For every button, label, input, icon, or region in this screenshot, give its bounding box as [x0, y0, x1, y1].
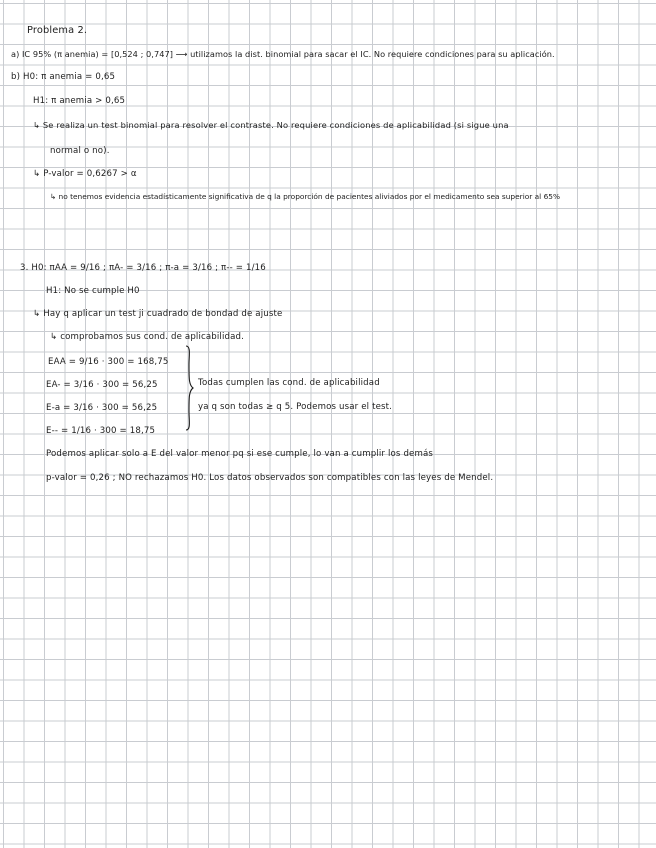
- brace-note-1: Todas cumplen las cond. de aplicabilidad: [198, 378, 380, 388]
- section-b-conclusion: ↳ no tenemos evidencia estadísticamente significativa de q la proporción de pacientes aliviados por el medicamento sea superior al 65%: [50, 192, 561, 201]
- brace-note-2: ya q son todas ≥ q 5. Podemos usar el test.: [198, 402, 393, 412]
- section-b-null-hypothesis: b) H0: π anemia = 0,65: [11, 72, 116, 82]
- section-b-alt-hypothesis: H1: π anemia > 0,65: [33, 96, 126, 106]
- section-3-alt-hypothesis: H1: No se cumple H0: [46, 286, 140, 296]
- section-3-null-hypothesis: 3. H0: πAA = 9/16 ; πA- = 3/16 ; π-a = 3/16 ; π-- = 1/16: [20, 263, 266, 273]
- section-a-answer: a) IC 95% (π anemia) = [0,524 ; 0,747] ⟶ utilizamos la dist. binomial para sacar el IC. No requiere condiciones para su aplicación.: [11, 49, 555, 59]
- expected-count-aa: EAA = 9/16 · 300 = 168,75: [48, 357, 169, 367]
- problem-title: Problema 2.: [27, 25, 88, 36]
- curly-brace-icon: [184, 345, 194, 431]
- section-3-check-conditions: ↳ comprobamos sus cond. de aplicabilidad.: [50, 332, 245, 342]
- section-b-test-note-cont: normal o no).: [50, 146, 110, 156]
- section-3-test-choice: ↳ Hay q aplicar un test ji cuadrado de bondad de ajuste: [33, 309, 283, 319]
- expected-count-minus-minus: E-- = 1/16 · 300 = 18,75: [46, 426, 156, 436]
- section-3-remark: Podemos aplicar solo a E del valor menor pq si ese cumple, lo van a cumplir los demás: [46, 449, 434, 459]
- expected-count-minus-a: E-a = 3/16 · 300 = 56,25: [46, 403, 158, 413]
- section-b-test-note: ↳ Se realiza un test binomial para resolver el contraste. No requiere condiciones de aplicabilidad (si sigue una: [33, 120, 509, 130]
- section-b-pvalue: ↳ P-valor = 0,6267 > α: [33, 169, 137, 179]
- section-3-pvalue-conclusion: p-valor = 0,26 ; NO rechazamos H0. Los datos observados son compatibles con las leyes de Mendel.: [46, 473, 494, 483]
- expected-count-a-minus: EA- = 3/16 · 300 = 56,25: [46, 380, 158, 390]
